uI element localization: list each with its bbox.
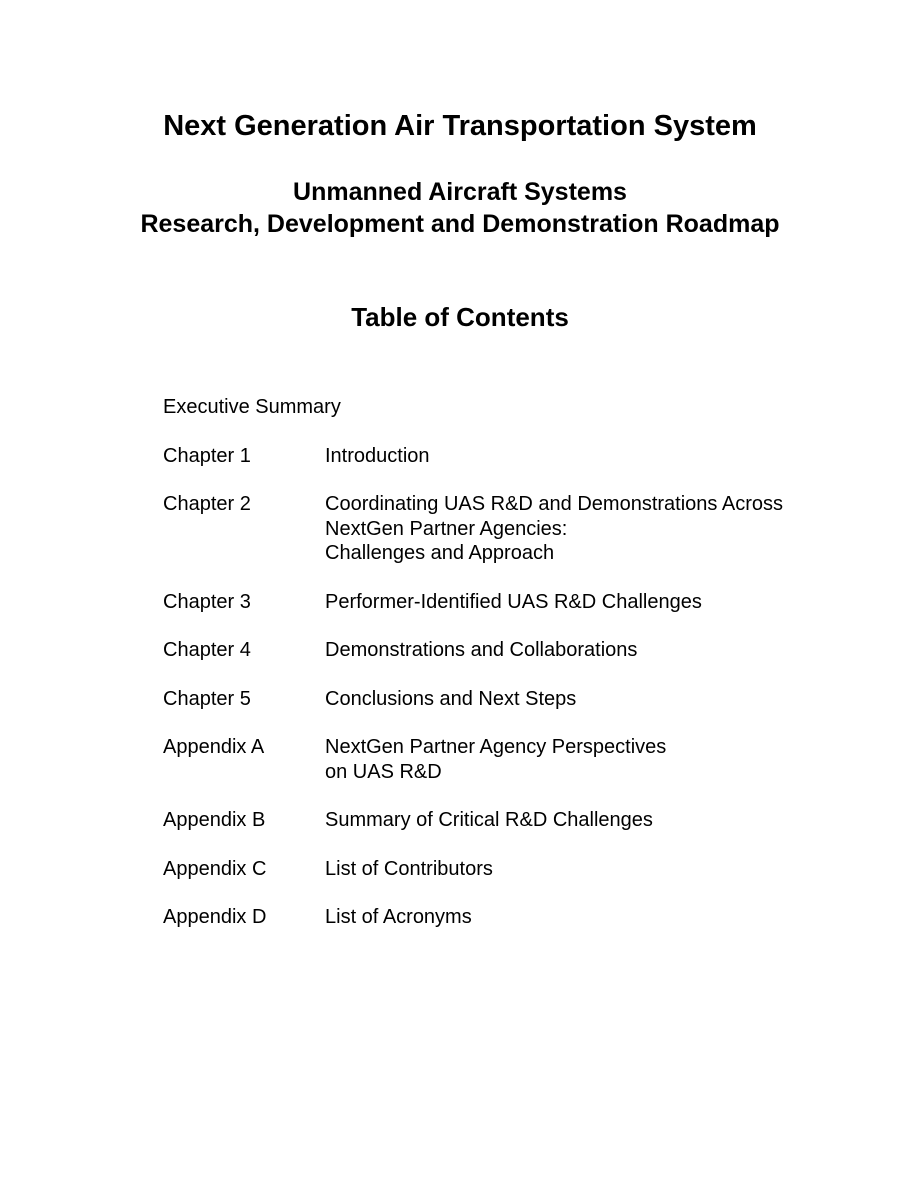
toc-entry-line: Summary of Critical R&D Challenges <box>325 809 653 831</box>
toc-item-chapter-5 <box>163 687 843 712</box>
toc-item-appendix-c <box>163 857 843 882</box>
toc-entry-label: Appendix C <box>163 857 267 880</box>
toc-entry-text <box>325 808 843 833</box>
toc-entry-text <box>325 444 843 469</box>
toc-entry-text <box>325 492 843 566</box>
toc-entry-text: Executive Summary <box>163 396 341 418</box>
toc-entry-line: NextGen Partner Agency Perspectives <box>325 736 667 758</box>
toc-item-appendix-d <box>163 905 843 930</box>
toc-item-chapter-4 <box>163 638 843 663</box>
table-of-contents <box>163 395 843 954</box>
toc-entry-text <box>325 638 843 663</box>
toc-entry-line: Performer-Identified UAS R&D Challenges <box>325 590 702 613</box>
toc-entry-label: Chapter 3 <box>163 590 251 613</box>
toc-entry-line: Demonstrations and Collaborations <box>325 639 638 661</box>
toc-entry-text <box>325 905 843 930</box>
toc-entry-line: Challenges and Approach <box>325 542 555 564</box>
toc-item-executive-summary <box>163 395 843 420</box>
toc-entry-label: Chapter 2 <box>163 493 251 515</box>
toc-entry-line: Coordinating UAS R&D and Demonstrations Across <box>325 493 783 515</box>
toc-entry-line: Introduction <box>325 444 430 467</box>
toc-entry-text <box>325 590 843 615</box>
document-subtitle <box>0 176 920 240</box>
toc-entry-label: Chapter 5 <box>163 687 251 710</box>
toc-item-appendix-b <box>163 808 843 833</box>
toc-entry-label: Appendix B <box>163 809 266 831</box>
toc-entry-text <box>325 857 843 882</box>
toc-heading: Table of Contents <box>351 302 569 332</box>
toc-entry-line: List of Contributors <box>325 857 493 880</box>
subtitle-line: Research, Development and Demonstration Roadmap <box>140 210 780 238</box>
toc-item-chapter-3 <box>163 590 843 615</box>
toc-item-appendix-a <box>163 735 843 784</box>
document-title: Next Generation Air Transportation System <box>163 110 757 142</box>
toc-entry-label: Appendix D <box>163 906 267 928</box>
subtitle-line: Unmanned Aircraft Systems <box>293 178 627 206</box>
toc-entry-line: on UAS R&D <box>325 760 442 783</box>
toc-item-chapter-1 <box>163 444 843 469</box>
toc-entry-label: Appendix A <box>163 736 265 758</box>
toc-entry-text <box>325 687 843 712</box>
toc-entry-label: Chapter 4 <box>163 639 251 661</box>
toc-entry-line: Conclusions and Next Steps <box>325 687 577 710</box>
toc-entry-label: Chapter 1 <box>163 444 251 467</box>
toc-entry-line: NextGen Partner Agencies: <box>325 517 568 540</box>
toc-entry-line: List of Acronyms <box>325 906 472 928</box>
toc-entry-text <box>325 735 843 784</box>
toc-item-chapter-2 <box>163 492 843 566</box>
